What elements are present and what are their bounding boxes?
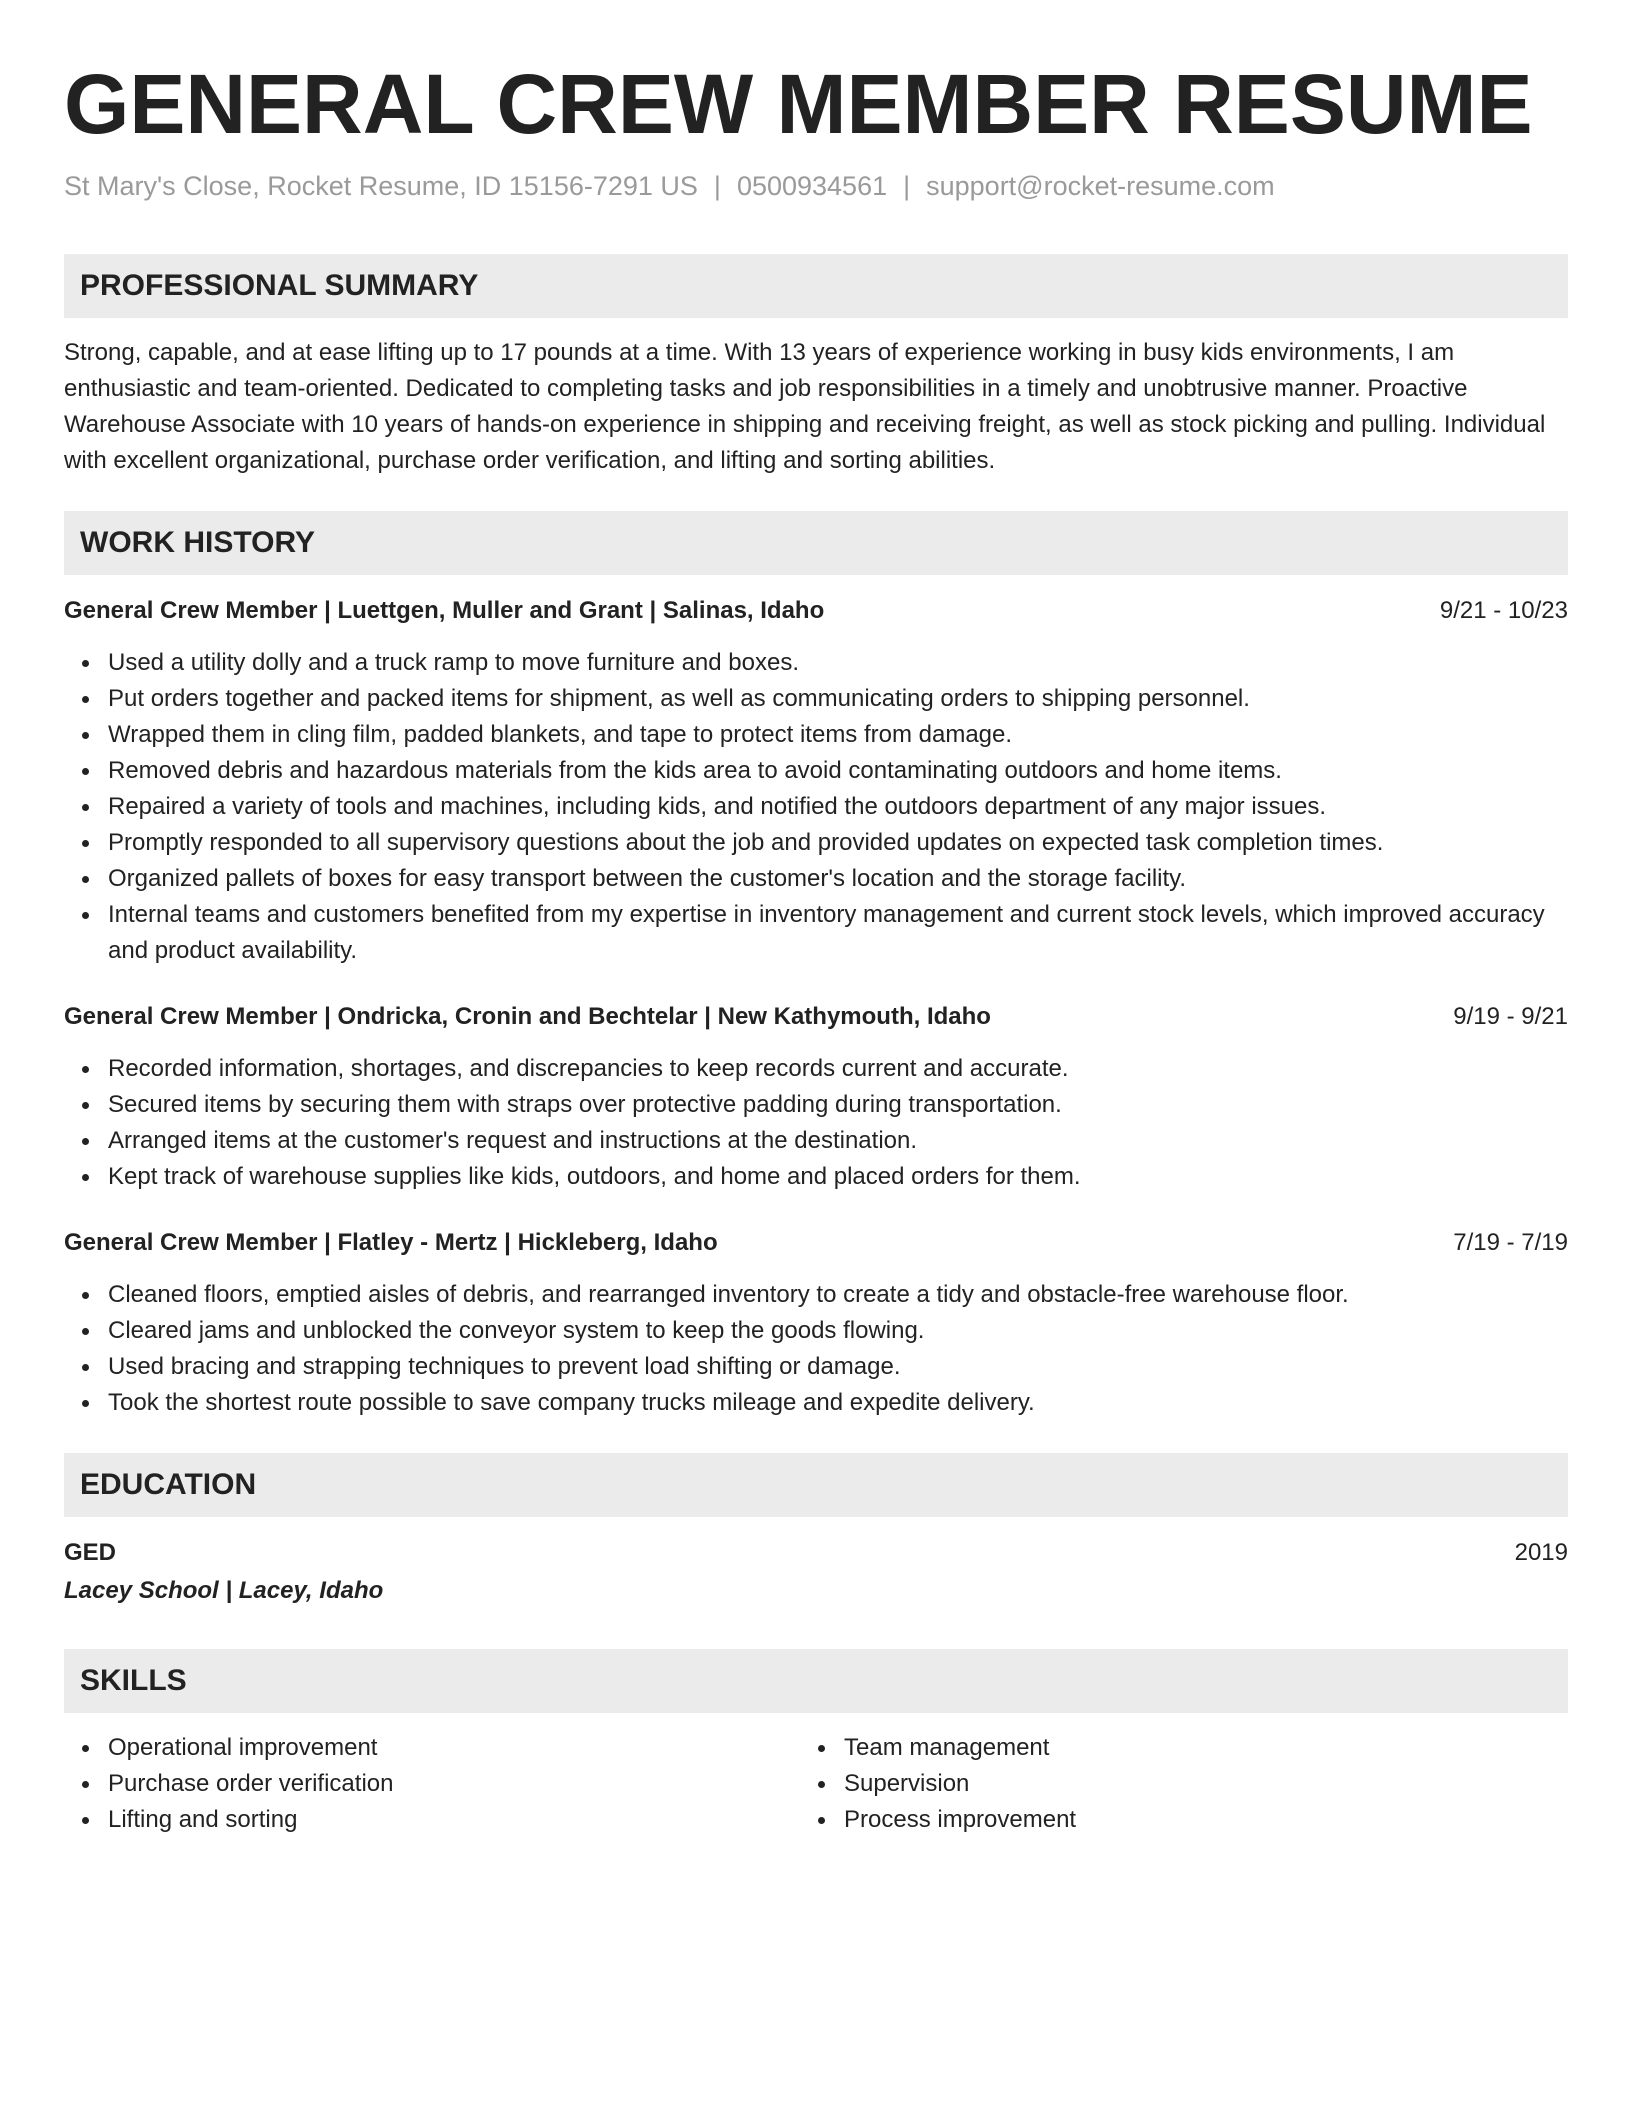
job-bullet: Wrapped them in cling film, padded blankets, and tape to protect items from damage. (64, 717, 1568, 753)
job-header (64, 999, 1568, 1035)
contact-separator: | (713, 171, 721, 201)
skills-column-left (64, 1730, 800, 1838)
skill-item: Supervision (800, 1766, 1536, 1802)
job-header (64, 1225, 1568, 1261)
job-dates: 7/19 - 7/19 (1453, 1229, 1568, 1256)
resume-title: GENERAL CREW MEMBER RESUME (64, 57, 1533, 151)
education-degree: GED (64, 1539, 117, 1566)
job-bullets (64, 1051, 1568, 1195)
job-bullet: Kept track of warehouse supplies like kids, outdoors, and home and placed orders for them. (64, 1159, 1568, 1195)
skill-item: Team management (800, 1730, 1536, 1766)
contact-address: St Mary's Close, Rocket Resume, ID 15156-7291 US (64, 171, 698, 201)
skills-list (64, 1730, 1568, 1838)
job-bullet: Recorded information, shortages, and discrepancies to keep records current and accurate. (64, 1051, 1568, 1087)
contact-email: support@rocket-resume.com (926, 171, 1275, 201)
job-title: General Crew Member | Flatley - Mertz | Hickleberg, Idaho (64, 1229, 718, 1256)
education-school: Lacey School | Lacey, Idaho (64, 1577, 384, 1604)
job-title: General Crew Member | Luettgen, Muller and Grant | Salinas, Idaho (64, 597, 825, 624)
job-entry (64, 593, 1568, 969)
job-entry (64, 999, 1568, 1195)
education-year: 2019 (1514, 1539, 1568, 1566)
job-dates: 9/19 - 9/21 (1453, 1003, 1568, 1030)
skills-column-right (800, 1730, 1536, 1838)
contact-line (64, 168, 1568, 204)
section-heading-education: EDUCATION (64, 1453, 1568, 1517)
job-bullets (64, 645, 1568, 969)
job-dates: 9/21 - 10/23 (1439, 597, 1568, 624)
job-bullet: Promptly responded to all supervisory questions about the job and provided updates on expected task completion times. (64, 825, 1568, 861)
skill-item: Lifting and sorting (64, 1802, 800, 1838)
job-bullet: Arranged items at the customer's request and instructions at the destination. (64, 1123, 1568, 1159)
job-bullet: Used bracing and strapping techniques to prevent load shifting or damage. (64, 1349, 1568, 1385)
job-bullet: Put orders together and packed items for shipment, as well as communicating orders to shipping personnel. (64, 681, 1568, 717)
education-entry (64, 1535, 1568, 1611)
skill-item: Purchase order verification (64, 1766, 800, 1802)
job-title: General Crew Member | Ondricka, Cronin and Bechtelar | New Kathymouth, Idaho (64, 1003, 991, 1030)
job-entry (64, 1225, 1568, 1421)
job-bullet: Organized pallets of boxes for easy transport between the customer's location and the storage facility. (64, 861, 1568, 897)
job-bullet: Cleared jams and unblocked the conveyor system to keep the goods flowing. (64, 1313, 1568, 1349)
job-bullet: Repaired a variety of tools and machines, including kids, and notified the outdoors department of any major issues. (64, 789, 1568, 825)
skill-item: Operational improvement (64, 1730, 800, 1766)
education-header (64, 1535, 1568, 1571)
job-bullets (64, 1277, 1568, 1421)
job-bullet: Used a utility dolly and a truck ramp to move furniture and boxes. (64, 645, 1568, 681)
job-bullet: Internal teams and customers benefited from my expertise in inventory management and current stock levels, which improved accuracy and product availability. (64, 897, 1568, 969)
job-bullet: Cleaned floors, emptied aisles of debris, and rearranged inventory to create a tidy and obstacle-free warehouse floor. (64, 1277, 1568, 1313)
job-bullet: Secured items by securing them with straps over protective padding during transportation. (64, 1087, 1568, 1123)
job-bullet: Removed debris and hazardous materials from the kids area to avoid contaminating outdoors and home items. (64, 753, 1568, 789)
section-heading-skills: SKILLS (64, 1649, 1568, 1713)
job-bullet: Took the shortest route possible to save company trucks mileage and expedite delivery. (64, 1385, 1568, 1421)
contact-separator: | (903, 171, 911, 201)
job-header (64, 593, 1568, 629)
summary-text: Strong, capable, and at ease lifting up to 17 pounds at a time. With 13 years of experience working in busy kids environments, I am enthusiastic and team-oriented. Dedicated to completing tasks and job responsibilities in a timely and unobtrusive manner. Proactive Warehouse Associate with 10 years of hands-on experience in shipping and receiving freight, as well as stock picking and pulling. Individual with excellent organizational, purchase order verification, and lifting and sorting abilities. (64, 339, 1546, 474)
section-heading-work-history: WORK HISTORY (64, 511, 1568, 575)
section-heading-summary: PROFESSIONAL SUMMARY (64, 254, 1568, 318)
contact-phone: 0500934561 (736, 171, 888, 201)
skill-item: Process improvement (800, 1802, 1536, 1838)
